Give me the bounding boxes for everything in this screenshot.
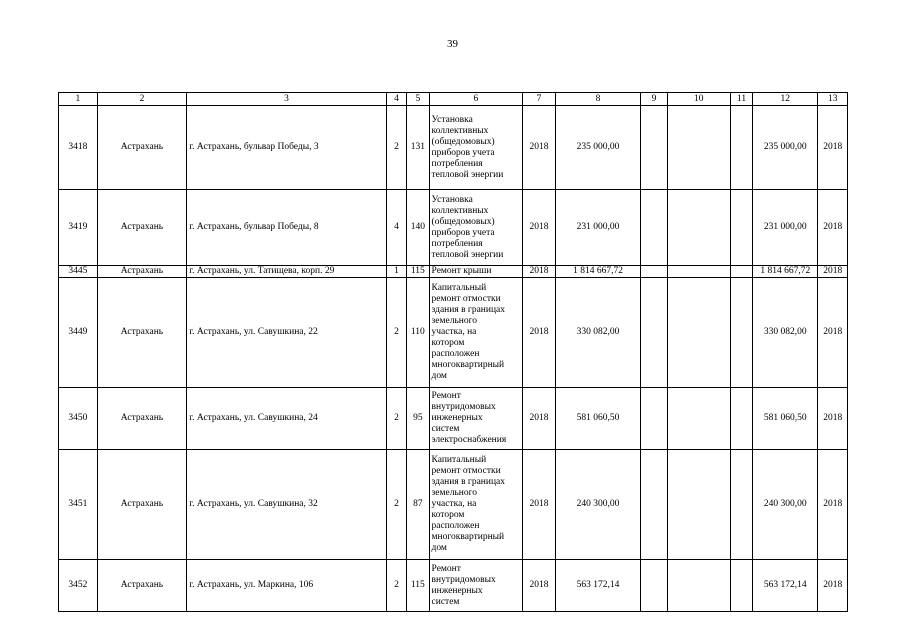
work-type-line: внутридомовых — [431, 574, 496, 585]
col5-cell: 87 — [407, 450, 429, 560]
total-cell: 235 000,00 — [753, 106, 818, 190]
column-header: 1 — [59, 93, 98, 106]
city-cell: Астрахань — [97, 450, 187, 560]
work-type-cell — [429, 266, 523, 278]
col4-cell: 2 — [386, 388, 406, 450]
work-type-line: многоквартирный — [431, 360, 505, 370]
city-cell: Астрахань — [97, 190, 187, 266]
work-type-cell — [429, 106, 523, 190]
column-header: 8 — [555, 93, 641, 106]
col13-cell: 2018 — [818, 388, 848, 450]
work-type-line: потребления — [431, 238, 483, 249]
col4-cell: 2 — [386, 278, 406, 388]
city-cell: Астрахань — [97, 266, 187, 278]
col9-cell — [641, 388, 667, 450]
work-type-cell — [429, 388, 523, 450]
col13-cell: 2018 — [818, 106, 848, 190]
year-cell: 2018 — [523, 388, 556, 450]
table-body — [59, 106, 848, 612]
city-cell: Астрахань — [97, 278, 187, 388]
column-header: 3 — [187, 93, 387, 106]
work-type-line: Капитальный — [431, 283, 487, 293]
col5-cell: 95 — [407, 388, 429, 450]
row-id: 3418 — [59, 106, 98, 190]
column-header: 11 — [730, 93, 752, 106]
col9-cell — [641, 560, 667, 612]
work-type-line: тепловой энергии — [431, 169, 504, 180]
address-cell: г. Астрахань, ул. Савушкина, 22 — [187, 278, 387, 388]
work-type-line: здания в границах — [431, 477, 506, 487]
year-cell: 2018 — [523, 106, 556, 190]
address-cell: г. Астрахань, бульвар Победы, 8 — [187, 190, 387, 266]
table-row — [59, 106, 848, 190]
work-type-line: Ремонт — [431, 563, 461, 574]
row-id: 3445 — [59, 266, 98, 278]
work-type-line: инженерных — [431, 585, 483, 596]
col11-cell — [730, 266, 752, 278]
col10-cell — [667, 106, 730, 190]
work-type-cell — [429, 560, 523, 612]
col4-cell: 1 — [386, 266, 406, 278]
column-header: 6 — [429, 93, 523, 106]
col13-cell: 2018 — [818, 560, 848, 612]
table-row — [59, 190, 848, 266]
year-cell: 2018 — [523, 266, 556, 278]
amount-cell: 581 060,50 — [555, 388, 641, 450]
col9-cell — [641, 278, 667, 388]
total-cell: 563 172,14 — [753, 560, 818, 612]
column-header: 10 — [667, 93, 730, 106]
work-type-line: приборов учета — [431, 227, 495, 238]
col11-cell — [730, 190, 752, 266]
work-type-cell — [429, 190, 523, 266]
col10-cell — [667, 266, 730, 278]
col4-cell: 2 — [386, 450, 406, 560]
work-type-line: коллективных — [431, 205, 489, 216]
total-cell: 330 082,00 — [753, 278, 818, 388]
work-type-line: Установка — [431, 194, 473, 205]
table-row — [59, 450, 848, 560]
table-row — [59, 560, 848, 612]
address-cell: г. Астрахань, ул. Савушкина, 32 — [187, 450, 387, 560]
work-type-line: ремонт отмостки — [431, 294, 501, 304]
header-row — [59, 93, 848, 106]
register-table — [58, 92, 848, 612]
address-cell: г. Астрахань, ул. Маркина, 106 — [187, 560, 387, 612]
row-id: 3452 — [59, 560, 98, 612]
work-type-line: земельного — [431, 488, 478, 498]
col13-cell: 2018 — [818, 190, 848, 266]
address-cell: г. Астрахань, бульвар Победы, 3 — [187, 106, 387, 190]
col11-cell — [730, 106, 752, 190]
work-type-line: земельного — [431, 316, 478, 326]
column-header: 7 — [523, 93, 556, 106]
work-type-line: коллективных — [431, 125, 489, 136]
col5-cell: 110 — [407, 278, 429, 388]
col4-cell: 2 — [386, 106, 406, 190]
work-type-line: дом — [431, 543, 447, 553]
work-type-line: участка, на — [431, 327, 477, 337]
address-cell: г. Астрахань, ул. Татищева, корп. 29 — [187, 266, 387, 278]
work-type-line: котором — [431, 510, 465, 520]
work-type-line: ремонт отмостки — [431, 466, 501, 476]
work-type-cell — [429, 450, 523, 560]
work-type-line: участка, на — [431, 499, 477, 509]
total-cell: 240 300,00 — [753, 450, 818, 560]
work-type-line: (общедомовых) — [431, 216, 495, 227]
col10-cell — [667, 278, 730, 388]
col13-cell: 2018 — [818, 266, 848, 278]
amount-cell: 330 082,00 — [555, 278, 641, 388]
row-id: 3450 — [59, 388, 98, 450]
row-id: 3451 — [59, 450, 98, 560]
amount-cell: 231 000,00 — [555, 190, 641, 266]
work-type-line: (общедомовых) — [431, 136, 495, 147]
col10-cell — [667, 560, 730, 612]
work-type-cell — [429, 278, 523, 388]
table-row — [59, 278, 848, 388]
work-type-line: котором — [431, 338, 465, 348]
row-id: 3449 — [59, 278, 98, 388]
col5-cell: 115 — [407, 560, 429, 612]
col9-cell — [641, 190, 667, 266]
work-type-line: Установка — [431, 114, 473, 125]
work-type-line: приборов учета — [431, 147, 495, 158]
table-row — [59, 266, 848, 278]
work-type-line: электроснабжения — [431, 435, 507, 445]
column-header: 12 — [753, 93, 818, 106]
work-type-line: систем — [431, 424, 460, 434]
city-cell: Астрахань — [97, 388, 187, 450]
row-id: 3419 — [59, 190, 98, 266]
col4-cell: 2 — [386, 560, 406, 612]
col10-cell — [667, 190, 730, 266]
table-row — [59, 388, 848, 450]
work-type-line: потребления — [431, 158, 483, 169]
year-cell: 2018 — [523, 450, 556, 560]
col11-cell — [730, 450, 752, 560]
column-header: 9 — [641, 93, 667, 106]
work-type-line: Капитальный — [431, 455, 487, 465]
total-cell: 581 060,50 — [753, 388, 818, 450]
work-type-line: внутридомовых — [431, 402, 496, 412]
amount-cell: 563 172,14 — [555, 560, 641, 612]
work-type-line: Ремонт — [431, 391, 461, 401]
col11-cell — [730, 560, 752, 612]
address-cell: г. Астрахань, ул. Савушкина, 24 — [187, 388, 387, 450]
year-cell: 2018 — [523, 560, 556, 612]
col9-cell — [641, 106, 667, 190]
column-header: 4 — [386, 93, 406, 106]
work-type-line: расположен — [431, 521, 480, 531]
col10-cell — [667, 388, 730, 450]
amount-cell: 240 300,00 — [555, 450, 641, 560]
amount-cell: 1 814 667,72 — [555, 266, 641, 278]
work-type-line: многоквартирный — [431, 532, 505, 542]
year-cell: 2018 — [523, 278, 556, 388]
col4-cell: 4 — [386, 190, 406, 266]
work-type-line: инженерных — [431, 413, 483, 423]
year-cell: 2018 — [523, 190, 556, 266]
col5-cell: 131 — [407, 106, 429, 190]
col13-cell: 2018 — [818, 278, 848, 388]
work-type-line: дом — [431, 371, 447, 381]
column-header: 5 — [407, 93, 429, 106]
col9-cell — [641, 266, 667, 278]
total-cell: 1 814 667,72 — [753, 266, 818, 278]
work-type-line: здания в границах — [431, 305, 506, 315]
col9-cell — [641, 450, 667, 560]
col11-cell — [730, 278, 752, 388]
work-type-line: расположен — [431, 349, 480, 359]
column-header: 13 — [818, 93, 848, 106]
city-cell: Астрахань — [97, 560, 187, 612]
city-cell: Астрахань — [97, 106, 187, 190]
col10-cell — [667, 450, 730, 560]
work-type-line: Ремонт крыши — [431, 266, 492, 276]
work-type-line: тепловой энергии — [431, 249, 504, 260]
col13-cell: 2018 — [818, 450, 848, 560]
amount-cell: 235 000,00 — [555, 106, 641, 190]
total-cell: 231 000,00 — [753, 190, 818, 266]
work-type-line: систем — [431, 596, 460, 607]
col11-cell — [730, 388, 752, 450]
page-number: 39 — [447, 38, 458, 50]
col5-cell: 115 — [407, 266, 429, 278]
column-header: 2 — [97, 93, 187, 106]
col5-cell: 140 — [407, 190, 429, 266]
